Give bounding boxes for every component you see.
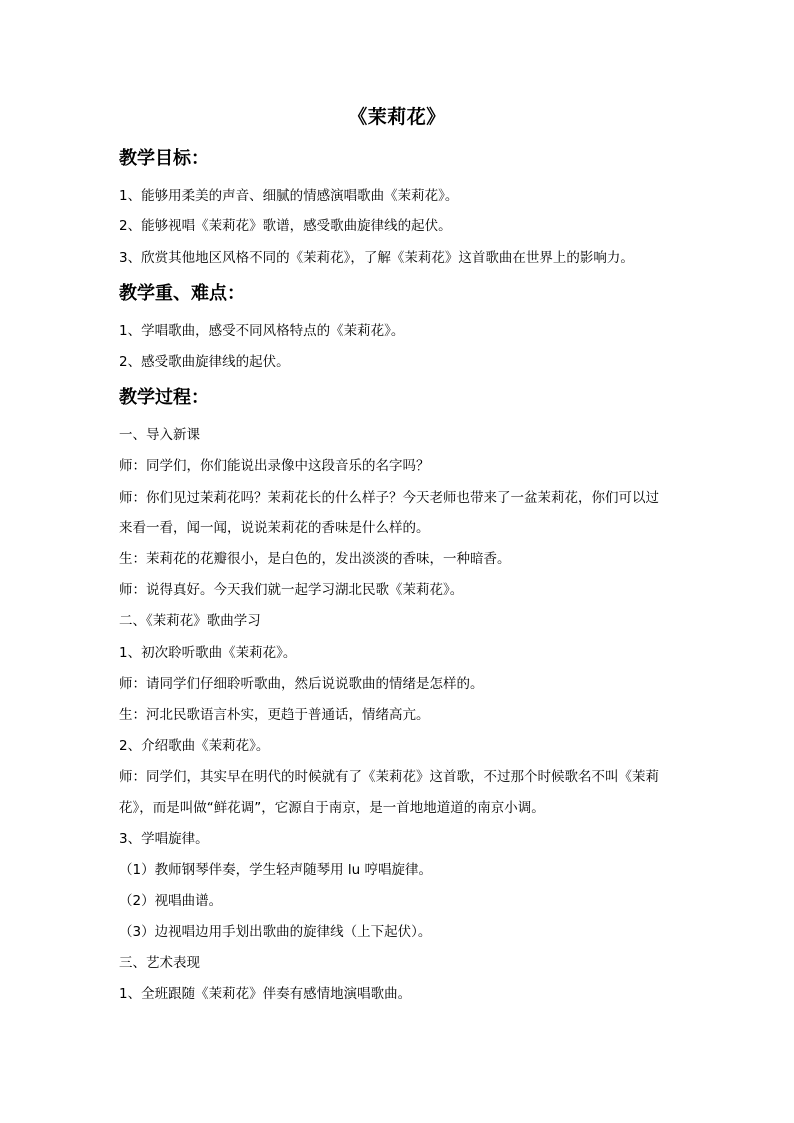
process-line: 生：河北民歌语言朴实，更趋于普通话，情绪高亢。	[119, 707, 430, 723]
key-point-item: 1、学唱歌曲，感受不同风格特点的《茉莉花》。	[119, 323, 405, 339]
process-line: 师：同学们，其实早在明代的时候就有了《茉莉花》这首歌，不过那个时候歌名不叫《茉莉	[119, 769, 659, 785]
key-point-item: 2、感受歌曲旋律线的起伏。	[119, 354, 290, 370]
process-line: 2、介绍歌曲《茉莉花》。	[119, 738, 270, 754]
process-line: 二、《茉莉花》歌曲学习	[119, 613, 261, 629]
process-line: （2）视唱曲谱。	[119, 893, 223, 909]
goal-item: 2、能够视唱《茉莉花》歌谱，感受歌曲旋律线的起伏。	[119, 218, 452, 234]
process-line: （3）边视唱边用手划出歌曲的旋律线（上下起伏）。	[119, 924, 432, 940]
process-line: 师：你们见过茉莉花吗？茉莉花长的什么样子？今天老师也带来了一盆茉莉花，你们可以过	[119, 490, 659, 506]
section-heading-goals: 教学目标：	[119, 148, 209, 169]
section-heading-process: 教学过程：	[119, 387, 209, 408]
process-line: 生：茉莉花的花瓣很小，是白色的，发出淡淡的香味，一种暗香。	[119, 551, 511, 567]
process-line: 1、全班跟随《茉莉花》伴奏有感情地演唱歌曲。	[119, 986, 412, 1002]
process-line: 花》，而是叫做“鲜花调”，它源自于南京，是一首地地道道的南京小调。	[119, 800, 545, 816]
process-line: 一、导入新课	[119, 427, 200, 443]
process-line: 师：同学们，你们能说出录像中这段音乐的名字吗？	[119, 458, 430, 474]
process-line: 师：说得真好。今天我们就一起学习湖北民歌《茉莉花》。	[119, 582, 464, 598]
process-line: 1、初次聆听歌曲《茉莉花》。	[119, 645, 297, 661]
process-line: 来看一看，闻一闻，说说茉莉花的香味是什么样的。	[119, 520, 430, 536]
goal-item: 1、能够用柔美的声音、细腻的情感演唱歌曲《茉莉花》。	[119, 188, 459, 204]
goal-item: 3、欣赏其他地区风格不同的《茉莉花》，了解《茉莉花》这首歌曲在世界上的影响力。	[119, 250, 634, 266]
process-line: （1）教师钢琴伴奏，学生轻声随琴用 lu 哼唱旋律。	[119, 862, 432, 878]
process-line: 3、学唱旋律。	[119, 831, 209, 847]
process-line: 三、艺术表现	[119, 955, 200, 971]
process-line: 师：请同学们仔细聆听歌曲，然后说说歌曲的情绪是怎样的。	[119, 676, 484, 692]
document-title: 《茉莉花》	[348, 106, 446, 128]
section-heading-key-points: 教学重、难点：	[119, 283, 245, 304]
